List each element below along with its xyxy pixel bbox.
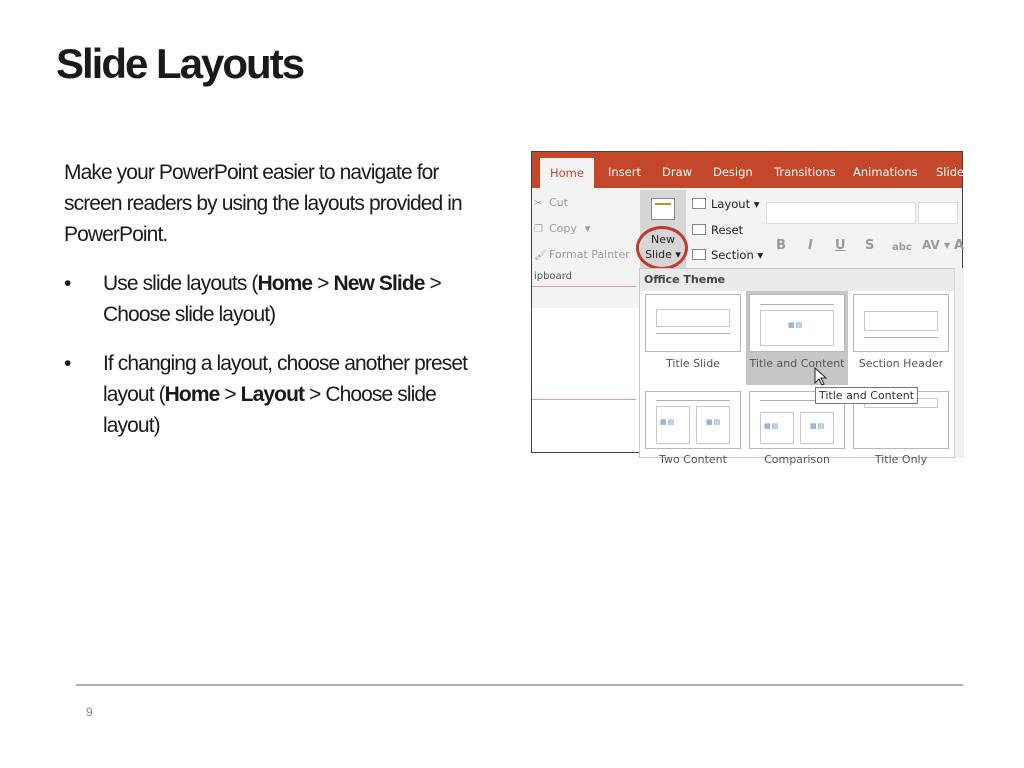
slide-title: Slide Layouts <box>56 40 304 87</box>
mouse-cursor-icon <box>814 367 828 387</box>
font-name-box[interactable] <box>766 202 916 224</box>
gallery-scrollbar[interactable] <box>954 268 964 458</box>
bold-home: Home <box>164 383 220 406</box>
layout-option-title-slide[interactable] <box>642 291 744 385</box>
layout-option-section-header[interactable] <box>850 291 952 385</box>
tab-design[interactable]: Design <box>713 165 753 179</box>
character-spacing-button[interactable]: AV ▾ <box>922 238 950 252</box>
layout-thumbnail: ▦▤ ▦▤ <box>645 391 741 449</box>
separator: > <box>219 383 241 406</box>
tab-draw[interactable]: Draw <box>662 165 693 179</box>
content-placeholder-icon: ▦▤ <box>788 321 804 329</box>
layout-option-comparison[interactable] <box>746 391 848 485</box>
highlight-circle <box>636 226 688 270</box>
slide-body <box>64 157 494 459</box>
bullet-list <box>64 268 494 441</box>
shadow-button[interactable]: S <box>865 238 875 253</box>
copy-icon: ❐ <box>534 224 543 235</box>
layout-label: Title Only <box>874 453 928 466</box>
powerpoint-ribbon-screenshot <box>531 151 965 466</box>
reset-icon <box>692 224 706 235</box>
group-divider <box>532 286 636 287</box>
reset-label: Reset <box>711 223 744 237</box>
tab-insert[interactable]: Insert <box>608 165 641 179</box>
layout-thumbnail <box>853 294 949 352</box>
bullet-item-change-layout <box>64 348 494 441</box>
section-button[interactable] <box>692 248 763 262</box>
page-number: 9 <box>86 705 93 719</box>
font-color-button[interactable]: A <box>954 238 965 253</box>
cut-label: Cut <box>549 196 568 209</box>
bold-home: Home <box>257 272 313 295</box>
intro-paragraph: Make your PowerPoint easier to navigate for screen readers by using the layouts provided in PowerPoint. <box>64 161 462 246</box>
ribbon-divider <box>532 399 636 400</box>
layout-thumbnail <box>749 294 845 352</box>
layout-label: Section Header <box>858 357 944 370</box>
format-painter-button[interactable] <box>534 248 630 261</box>
new-slide-label-line2: Slide ▾ <box>645 248 681 261</box>
font-size-box[interactable] <box>918 202 958 224</box>
footer-divider <box>76 684 963 686</box>
layout-label: Title Slide <box>666 357 720 370</box>
layout-label: Layout ▾ <box>711 197 760 211</box>
bullet-text-end: > Choose slide layout) <box>103 272 441 326</box>
layout-tooltip: Title and Content <box>815 387 918 404</box>
layout-label: Title and Content <box>749 357 845 370</box>
clipboard-group-label: ipboard <box>534 271 573 282</box>
bold-layout: Layout <box>240 383 305 406</box>
bullet-marker: • <box>64 272 71 295</box>
layout-option-title-and-content[interactable] <box>746 291 848 385</box>
tab-home[interactable]: Home <box>540 158 594 194</box>
layout-gallery <box>639 268 957 466</box>
italic-button[interactable]: I <box>808 238 813 253</box>
bold-button[interactable]: B <box>776 238 786 253</box>
format-painter-label: Format Painter <box>549 248 630 261</box>
scissors-icon: ✂ <box>534 198 543 209</box>
layout-label: Comparison <box>764 453 830 466</box>
layout-thumbnail: ▦▤ ▦▤ <box>749 391 845 449</box>
new-slide-icon <box>651 198 675 220</box>
layout-thumbnail <box>645 294 741 352</box>
layout-icon <box>692 198 706 209</box>
separator: > <box>312 272 334 295</box>
gallery-header: Office Theme <box>640 269 956 291</box>
layout-option-two-content[interactable] <box>642 391 744 485</box>
copy-button[interactable] <box>534 222 590 235</box>
bullet-marker: • <box>64 352 71 375</box>
tab-animations[interactable]: Animations <box>853 165 918 179</box>
bullet-item-slide-layouts <box>64 268 494 330</box>
section-label: Section ▾ <box>711 248 764 262</box>
section-icon <box>692 249 706 260</box>
layout-option-title-only[interactable] <box>850 391 952 485</box>
bold-new-slide: New Slide <box>333 272 425 295</box>
layout-button[interactable] <box>692 197 760 211</box>
tab-transitions[interactable]: Transitions <box>774 165 836 179</box>
copy-label: Copy <box>549 222 577 235</box>
bullet-text: If changing a layout, choose another preset layout ( <box>103 352 468 406</box>
brush-icon: 🖌 <box>534 250 547 261</box>
ribbon-tab-bar <box>532 152 965 188</box>
layout-label: Two Content <box>659 453 727 466</box>
cut-button[interactable] <box>534 196 568 209</box>
strikethrough-button[interactable]: abc <box>892 242 912 253</box>
underline-button[interactable]: U <box>835 238 846 253</box>
reset-button[interactable] <box>692 223 743 237</box>
dropdown-arrow-icon: ▾ <box>584 222 591 235</box>
tab-slide-show[interactable]: Slide <box>936 165 965 179</box>
new-slide-label-line1: New <box>651 233 675 246</box>
bullet-text: Use slide layouts ( <box>103 272 258 295</box>
bullet-text-end: > Choose slide layout) <box>103 383 436 437</box>
